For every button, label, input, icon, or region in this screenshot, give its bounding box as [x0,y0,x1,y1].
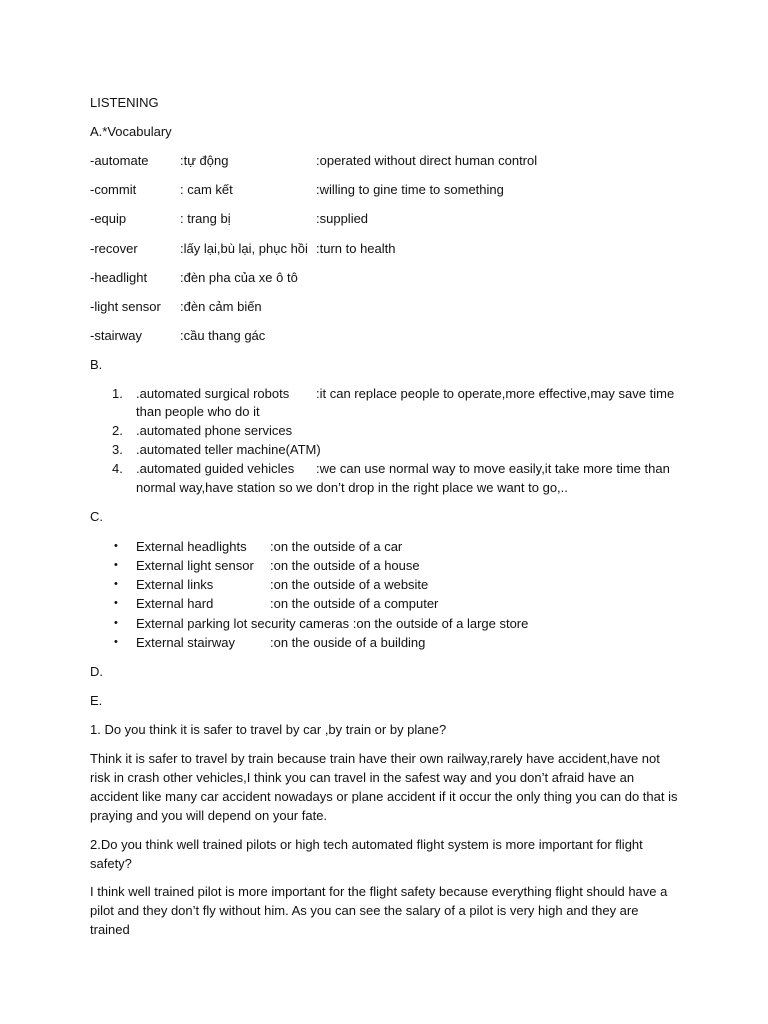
vocab-translation: :đèn cảm biến [180,299,262,314]
answer-1: Think it is safer to travel by train because train have their own railway,rarely have accident,have not risk in crash other vehicles,I think you can travel in the safest way and you don’t afraid have an accident like many car accident nowadays or plane accident if it occur the only thing you can do that is praying and you will depend on your fate. [90,751,678,823]
question-2: 2.Do you think well trained pilots or high tech automated flight system is more important for flight safety? [90,837,643,871]
bullet-icon: • [114,578,118,590]
vocab-definition: :turn to health [316,241,396,256]
vocab-translation: :lấy lại,bù lại, phục hồi [180,241,308,256]
list-description: :on the outside of a car [270,539,403,554]
list-description: :on the ouside of a building [270,635,426,650]
question-1: 1. Do you think it is safer to travel by car ,by train or by plane? [90,722,447,737]
vocab-translation: : cam kết [180,182,233,197]
section-d-title: D. [90,664,103,679]
vocab-term: -automate [90,153,149,168]
vocab-definition: :operated without direct human control [316,153,538,168]
list-continuation: normal way,have station so we don’t drop in the right place we want to go,.. [136,480,568,495]
vocab-translation: : trang bị [180,211,231,226]
list-description: :on the outside of a computer [270,596,439,611]
list-term: .automated surgical robots [136,386,290,401]
list-description: :we can use normal way to move easily,it take more time than [316,461,670,476]
section-b-title: B. [90,357,103,372]
list-term: .automated teller machine(ATM) [136,442,321,457]
vocab-definition: :willing to gine time to something [316,182,504,197]
list-number: 4. [112,461,123,476]
list-description: :it can replace people to operate,more effective,may save time [316,386,675,401]
list-term: External hard [136,596,214,611]
bullet-icon: • [114,636,118,648]
vocab-translation: :cầu thang gác [180,328,266,343]
list-number: 3. [112,442,123,457]
vocab-term: -equip [90,211,127,226]
list-term: External links [136,577,214,592]
list-description: :on the outside of a website [270,577,429,592]
bullet-icon: • [114,559,118,571]
vocab-term: -light sensor [90,299,161,314]
section-e-title: E. [90,693,103,708]
answer-2: I think well trained pilot is more important for the flight safety because everything flight should have a pilot and they don’t fly without him. As you can see the salary of a pilot is very high and they are trained [90,884,668,937]
section-a-title: A.*Vocabulary [90,124,172,139]
vocab-term: -commit [90,182,137,197]
list-term: External stairway [136,635,235,650]
list-continuation: than people who do it [136,404,260,419]
list-number: 2. [112,423,123,438]
list-term: External light sensor [136,558,254,573]
vocab-term: -headlight [90,270,148,285]
bullet-icon: • [114,540,118,552]
heading: LISTENING [90,95,159,110]
bullet-icon: • [114,617,118,629]
list-description: :on the outside of a house [270,558,420,573]
list-term: .automated guided vehicles [136,461,295,476]
vocab-translation: :đèn pha của xe ô tô [180,270,298,285]
list-number: 1. [112,386,123,401]
list-term: External headlights [136,539,247,554]
bullet-icon: • [114,597,118,609]
vocab-definition: :supplied [316,211,369,226]
section-c-title: C. [90,509,103,524]
list-term: External parking lot security cameras :on the outside of a large store [136,616,529,631]
vocab-term: -stairway [90,328,143,343]
vocab-translation: :tự động [180,153,229,168]
vocab-term: -recover [90,241,138,256]
list-term: .automated phone services [136,423,293,438]
